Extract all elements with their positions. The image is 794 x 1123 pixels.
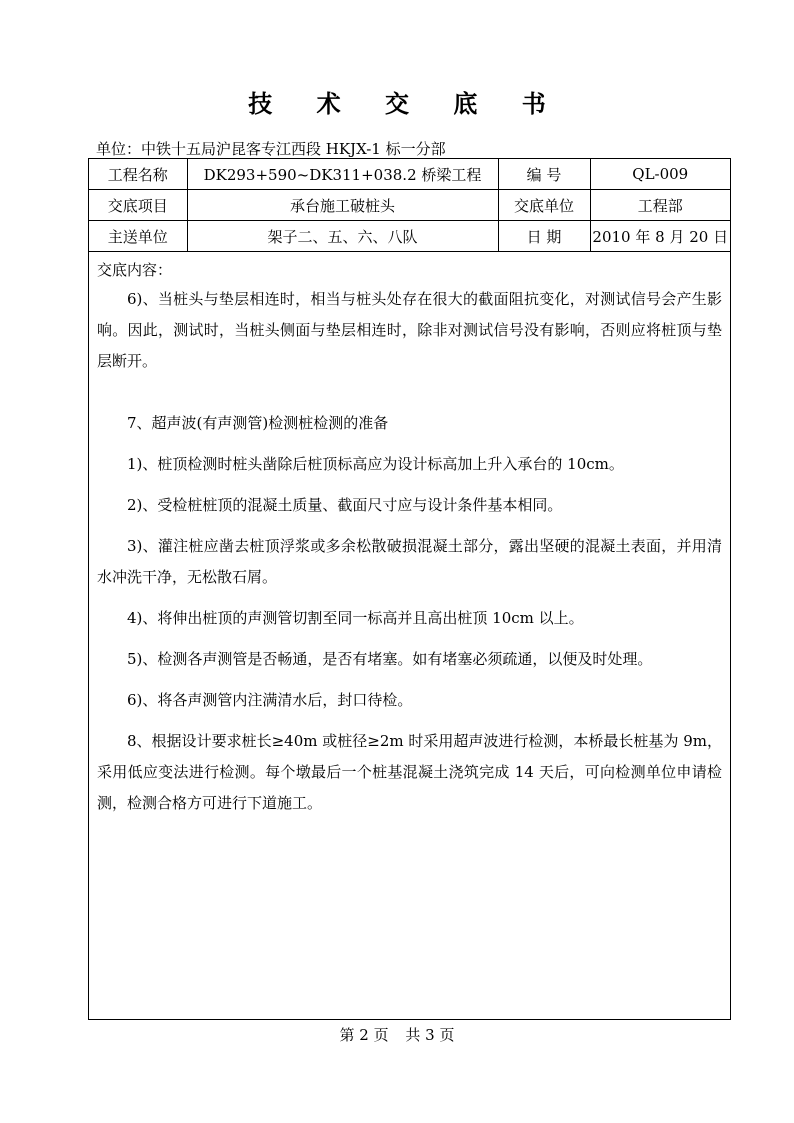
number-label: 编 号 bbox=[498, 159, 590, 190]
paragraph: 2)、受检桩桩顶的混凝土质量、截面尺寸应与设计条件基本相同。 bbox=[127, 496, 563, 514]
page-total: 共 3 页 bbox=[405, 1026, 455, 1044]
project-name-label: 工程名称 bbox=[89, 159, 187, 190]
project-name-value: DK293+590~DK311+038.2 桥梁工程 bbox=[187, 159, 498, 190]
disclosure-content bbox=[89, 252, 730, 819]
section-heading: 7、超声波(有声测管)检测桩检测的准备 bbox=[127, 414, 389, 432]
paragraph: 6)、当桩头与垫层相连时，相当与桩头处存在很大的截面阻抗变化，对测试信号会产生影响。因此，测试时，当桩头侧面与垫层相连时，除非对测试信号没有影响，否则应将桩顶与垫层断开。 bbox=[97, 290, 722, 370]
header-table bbox=[89, 159, 730, 252]
disclosure-item-label: 交底项目 bbox=[89, 190, 187, 221]
paragraph: 4)、将伸出桩顶的声测管切割至同一标高并且高出桩顶 10cm 以上。 bbox=[127, 609, 584, 627]
header-row-item bbox=[89, 190, 730, 221]
page-number: 第 2 页 bbox=[339, 1026, 389, 1044]
paragraph: 3)、灌注桩应凿去桩顶浮浆或多余松散破损混凝土部分，露出坚硬的混凝土表面，并用清水冲洗干净，无松散石屑。 bbox=[97, 537, 722, 586]
content-label: 交底内容： bbox=[97, 261, 173, 279]
unit-line: 单位：中铁十五局沪昆客专江西段 HKJX-1 标一分部 bbox=[96, 140, 446, 158]
disclosure-unit-value: 工程部 bbox=[590, 190, 730, 221]
recipient-label: 主送单位 bbox=[89, 221, 187, 252]
date-value: 2010 年 8 月 20 日 bbox=[590, 221, 730, 252]
paragraph: 8、根据设计要求桩长≥40m 或桩径≥2m 时采用超声波进行检测，本桥最长桩基为 9m，采用低应变法进行检测。每个墩最后一个桩基混凝土浇筑完成 14 天后，可向检测单位申请检测，检测合格方可进行下道施工。 bbox=[97, 732, 722, 812]
document-title: 技 术 交 底 书 bbox=[248, 89, 564, 118]
disclosure-unit-label: 交底单位 bbox=[498, 190, 590, 221]
paragraph: 6)、将各声测管内注满清水后，封口待检。 bbox=[127, 691, 413, 709]
header-row-recipient bbox=[89, 221, 730, 252]
date-label: 日 期 bbox=[498, 221, 590, 252]
header-row-project bbox=[89, 159, 730, 190]
paragraph: 5)、检测各声测管是否畅通，是否有堵塞。如有堵塞必须疏通，以便及时处理。 bbox=[127, 650, 653, 668]
disclosure-item-value: 承台施工破桩头 bbox=[187, 190, 498, 221]
number-value: QL-009 bbox=[590, 159, 730, 190]
disclosure-form bbox=[88, 158, 731, 1020]
page-footer bbox=[0, 1024, 794, 1045]
recipient-value: 架子二、五、六、八队 bbox=[187, 221, 498, 252]
paragraph: 1)、桩顶检测时桩头凿除后桩顶标高应为设计标高加上升入承台的 10cm。 bbox=[127, 455, 624, 473]
